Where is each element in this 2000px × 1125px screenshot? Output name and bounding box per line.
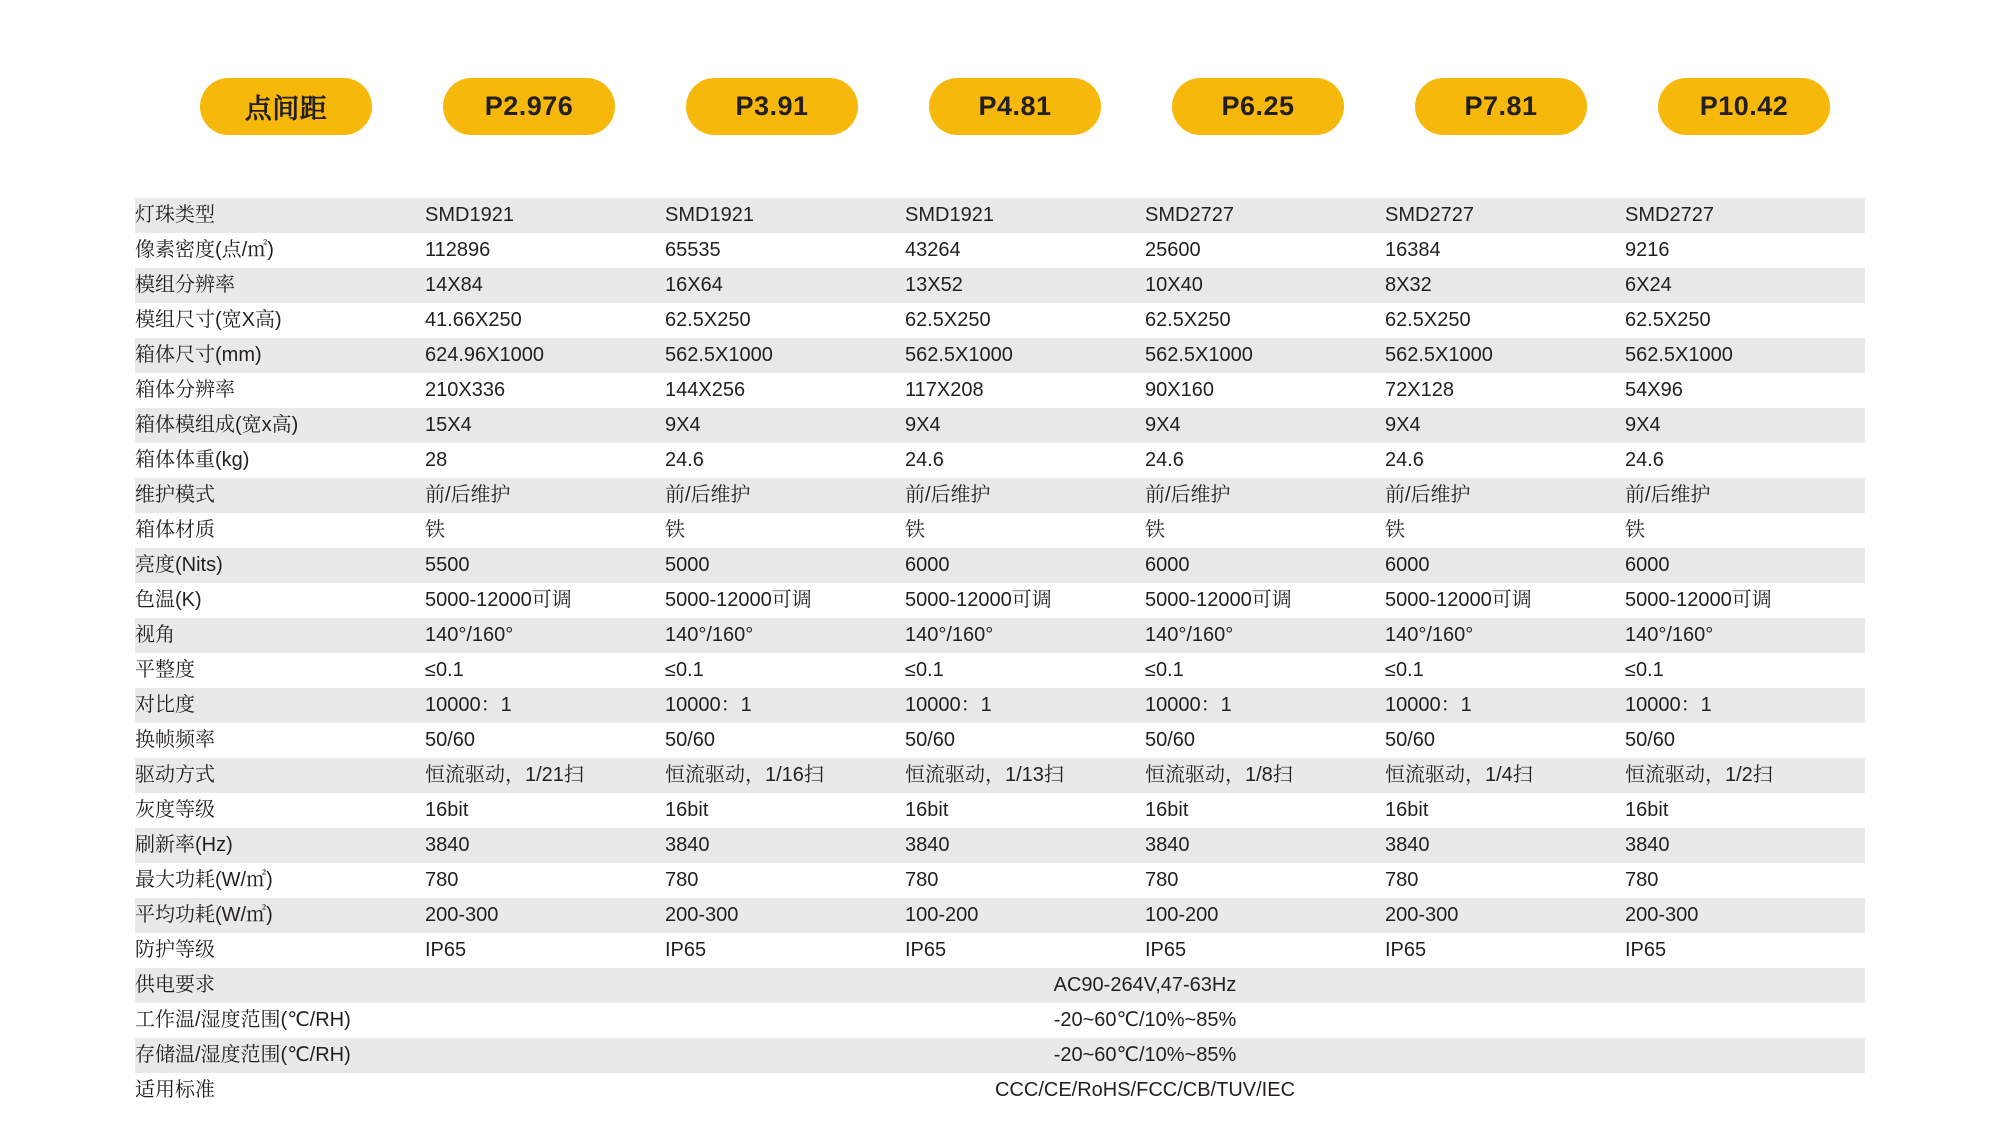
row-value: 210X336	[425, 373, 665, 408]
table-row-merged	[135, 1003, 1865, 1038]
row-value: 41.66X250	[425, 303, 665, 338]
row-value: 780	[425, 863, 665, 898]
row-value: 恒流驱动，1/21扫	[425, 758, 665, 793]
pitch-pill-4: P6.25	[1172, 78, 1344, 135]
table-row	[135, 583, 1865, 618]
table-row	[135, 723, 1865, 758]
table-row	[135, 898, 1865, 933]
row-value: 5000-12000可调	[665, 583, 905, 618]
row-value: 3840	[1145, 828, 1385, 863]
pitch-pill-1: P2.976	[443, 78, 615, 135]
row-value: 24.6	[665, 443, 905, 478]
row-value: 8X32	[1385, 268, 1625, 303]
row-value: 15X4	[425, 408, 665, 443]
pitch-pill-row	[200, 78, 1900, 135]
row-value: SMD1921	[905, 198, 1145, 233]
row-label: 灯珠类型	[135, 198, 425, 233]
table-row	[135, 373, 1865, 408]
row-value: 50/60	[665, 723, 905, 758]
row-label: 换帧频率	[135, 723, 425, 758]
row-value: 10000：1	[665, 688, 905, 723]
row-label: 箱体材质	[135, 513, 425, 548]
row-value: 62.5X250	[665, 303, 905, 338]
table-row	[135, 653, 1865, 688]
row-value: 144X256	[665, 373, 905, 408]
row-value: ≤0.1	[425, 653, 665, 688]
row-value: 5000-12000可调	[1385, 583, 1625, 618]
row-label: 工作温/湿度范围(℃/RH)	[135, 1003, 425, 1038]
row-value: 90X160	[1145, 373, 1385, 408]
row-value: SMD1921	[425, 198, 665, 233]
row-value: 9X4	[1385, 408, 1625, 443]
row-value: 10000：1	[1145, 688, 1385, 723]
row-value: 780	[1625, 863, 1865, 898]
row-value: 62.5X250	[1625, 303, 1865, 338]
row-value: 5500	[425, 548, 665, 583]
table-row	[135, 443, 1865, 478]
row-value: 前/后维护	[905, 478, 1145, 513]
row-value: IP65	[665, 933, 905, 968]
pitch-pill-6: P10.42	[1658, 78, 1830, 135]
row-label: 平均功耗(W/㎡)	[135, 898, 425, 933]
table-row	[135, 408, 1865, 443]
table-row-merged	[135, 1073, 1865, 1108]
row-value: 9X4	[1625, 408, 1865, 443]
row-value: 前/后维护	[425, 478, 665, 513]
row-value: 16bit	[425, 793, 665, 828]
row-value: 140°/160°	[425, 618, 665, 653]
row-value: 117X208	[905, 373, 1145, 408]
row-label: 视角	[135, 618, 425, 653]
row-value: 恒流驱动，1/4扫	[1385, 758, 1625, 793]
table-row	[135, 338, 1865, 373]
row-label: 箱体分辨率	[135, 373, 425, 408]
row-value: 16bit	[665, 793, 905, 828]
row-value: 6000	[1145, 548, 1385, 583]
table-row	[135, 303, 1865, 338]
row-value: 恒流驱动，1/16扫	[665, 758, 905, 793]
row-value: SMD2727	[1625, 198, 1865, 233]
row-value: 铁	[1625, 513, 1865, 548]
row-label: 箱体体重(kg)	[135, 443, 425, 478]
row-value: 780	[665, 863, 905, 898]
row-value: 14X84	[425, 268, 665, 303]
row-value: 前/后维护	[1145, 478, 1385, 513]
row-value: 16bit	[1145, 793, 1385, 828]
row-value: 140°/160°	[665, 618, 905, 653]
table-row-merged	[135, 968, 1865, 1003]
row-value: 140°/160°	[1385, 618, 1625, 653]
row-value: IP65	[425, 933, 665, 968]
row-label: 灰度等级	[135, 793, 425, 828]
pitch-header-pill: 点间距	[200, 78, 372, 135]
row-value: 16384	[1385, 233, 1625, 268]
row-value: 10X40	[1145, 268, 1385, 303]
pitch-pill-5: P7.81	[1415, 78, 1587, 135]
row-value: 恒流驱动，1/13扫	[905, 758, 1145, 793]
row-value: 铁	[425, 513, 665, 548]
row-value: 50/60	[905, 723, 1145, 758]
row-value: 780	[905, 863, 1145, 898]
row-value: 562.5X1000	[1625, 338, 1865, 373]
row-value: 50/60	[1385, 723, 1625, 758]
row-value: 50/60	[425, 723, 665, 758]
row-value: 100-200	[905, 898, 1145, 933]
specification-table	[135, 198, 1865, 1108]
table-row	[135, 793, 1865, 828]
row-value: 62.5X250	[905, 303, 1145, 338]
table-row	[135, 828, 1865, 863]
row-value: ≤0.1	[1625, 653, 1865, 688]
row-label: 防护等级	[135, 933, 425, 968]
table-row-merged	[135, 1038, 1865, 1073]
pitch-pill-3: P4.81	[929, 78, 1101, 135]
row-value: 16bit	[1625, 793, 1865, 828]
row-value: 5000-12000可调	[905, 583, 1145, 618]
table-row	[135, 548, 1865, 583]
row-value: 铁	[665, 513, 905, 548]
row-value: 10000：1	[425, 688, 665, 723]
table-row	[135, 618, 1865, 653]
row-label: 像素密度(点/㎡)	[135, 233, 425, 268]
table-row	[135, 233, 1865, 268]
table-row	[135, 758, 1865, 793]
row-label: 最大功耗(W/㎡)	[135, 863, 425, 898]
row-value: 16bit	[905, 793, 1145, 828]
row-value: 65535	[665, 233, 905, 268]
row-value: SMD1921	[665, 198, 905, 233]
row-value: 24.6	[1385, 443, 1625, 478]
row-value: 24.6	[1625, 443, 1865, 478]
row-value: SMD2727	[1385, 198, 1625, 233]
row-value: 624.96X1000	[425, 338, 665, 373]
row-value: IP65	[1145, 933, 1385, 968]
row-value: 72X128	[1385, 373, 1625, 408]
row-value: 3840	[1385, 828, 1625, 863]
row-value: 16bit	[1385, 793, 1625, 828]
row-value: 50/60	[1625, 723, 1865, 758]
row-value: 铁	[905, 513, 1145, 548]
row-value: 25600	[1145, 233, 1385, 268]
row-value: 200-300	[1625, 898, 1865, 933]
row-value: 780	[1145, 863, 1385, 898]
row-value: 9X4	[905, 408, 1145, 443]
row-value: 6X24	[1625, 268, 1865, 303]
row-value: 562.5X1000	[665, 338, 905, 373]
table-row	[135, 933, 1865, 968]
row-value: 6000	[905, 548, 1145, 583]
row-value: 16X64	[665, 268, 905, 303]
row-value: 200-300	[1385, 898, 1625, 933]
row-value: ≤0.1	[665, 653, 905, 688]
row-value: 9X4	[665, 408, 905, 443]
row-value: 3840	[665, 828, 905, 863]
row-label: 箱体模组成(宽x高)	[135, 408, 425, 443]
row-value: 140°/160°	[1145, 618, 1385, 653]
row-value: 140°/160°	[1625, 618, 1865, 653]
row-value: 24.6	[905, 443, 1145, 478]
row-value-merged: -20~60℃/10%~85%	[425, 1003, 1865, 1038]
row-label: 色温(K)	[135, 583, 425, 618]
row-value: ≤0.1	[1385, 653, 1625, 688]
row-value: 62.5X250	[1385, 303, 1625, 338]
row-value: 恒流驱动，1/8扫	[1145, 758, 1385, 793]
row-value: 6000	[1385, 548, 1625, 583]
row-value: 前/后维护	[665, 478, 905, 513]
row-label: 对比度	[135, 688, 425, 723]
table-row	[135, 863, 1865, 898]
row-value: 6000	[1625, 548, 1865, 583]
row-value: 140°/160°	[905, 618, 1145, 653]
row-value: 24.6	[1145, 443, 1385, 478]
row-value: 5000-12000可调	[425, 583, 665, 618]
row-label: 模组尺寸(宽X高)	[135, 303, 425, 338]
row-value: 13X52	[905, 268, 1145, 303]
row-label: 箱体尺寸(mm)	[135, 338, 425, 373]
row-label: 维护模式	[135, 478, 425, 513]
row-value: 100-200	[1145, 898, 1385, 933]
row-value: 前/后维护	[1385, 478, 1625, 513]
pitch-pill-2: P3.91	[686, 78, 858, 135]
row-value: 200-300	[425, 898, 665, 933]
row-value: 112896	[425, 233, 665, 268]
row-label: 驱动方式	[135, 758, 425, 793]
row-value: 54X96	[1625, 373, 1865, 408]
row-value: IP65	[1385, 933, 1625, 968]
row-value: 43264	[905, 233, 1145, 268]
row-value-merged: CCC/CE/RoHS/FCC/CB/TUV/IEC	[425, 1073, 1865, 1108]
table-row	[135, 198, 1865, 233]
row-value: 5000-12000可调	[1625, 583, 1865, 618]
row-value: 562.5X1000	[1385, 338, 1625, 373]
row-value: 10000：1	[1385, 688, 1625, 723]
table-row	[135, 268, 1865, 303]
row-label: 存储温/湿度范围(℃/RH)	[135, 1038, 425, 1073]
row-value: 562.5X1000	[1145, 338, 1385, 373]
row-value: 10000：1	[1625, 688, 1865, 723]
row-label: 亮度(Nits)	[135, 548, 425, 583]
row-value: 3840	[1625, 828, 1865, 863]
row-value: 恒流驱动，1/2扫	[1625, 758, 1865, 793]
row-label: 模组分辨率	[135, 268, 425, 303]
row-value: 9X4	[1145, 408, 1385, 443]
row-value: 10000：1	[905, 688, 1145, 723]
row-value: 5000-12000可调	[1145, 583, 1385, 618]
row-label: 刷新率(Hz)	[135, 828, 425, 863]
row-value: 3840	[425, 828, 665, 863]
row-value: 200-300	[665, 898, 905, 933]
row-value: 前/后维护	[1625, 478, 1865, 513]
row-value: SMD2727	[1145, 198, 1385, 233]
row-value: 562.5X1000	[905, 338, 1145, 373]
row-value: 铁	[1145, 513, 1385, 548]
row-label: 供电要求	[135, 968, 425, 1003]
row-label: 平整度	[135, 653, 425, 688]
row-value-merged: AC90-264V,47-63Hz	[425, 968, 1865, 1003]
row-label: 适用标准	[135, 1073, 425, 1108]
row-value: ≤0.1	[905, 653, 1145, 688]
table-row	[135, 478, 1865, 513]
row-value: 5000	[665, 548, 905, 583]
row-value: ≤0.1	[1145, 653, 1385, 688]
row-value: 780	[1385, 863, 1625, 898]
row-value: 62.5X250	[1145, 303, 1385, 338]
row-value: 3840	[905, 828, 1145, 863]
row-value: IP65	[1625, 933, 1865, 968]
table-row	[135, 688, 1865, 723]
row-value: 50/60	[1145, 723, 1385, 758]
row-value: 28	[425, 443, 665, 478]
row-value: IP65	[905, 933, 1145, 968]
table-row	[135, 513, 1865, 548]
row-value: 9216	[1625, 233, 1865, 268]
row-value-merged: -20~60℃/10%~85%	[425, 1038, 1865, 1073]
row-value: 铁	[1385, 513, 1625, 548]
